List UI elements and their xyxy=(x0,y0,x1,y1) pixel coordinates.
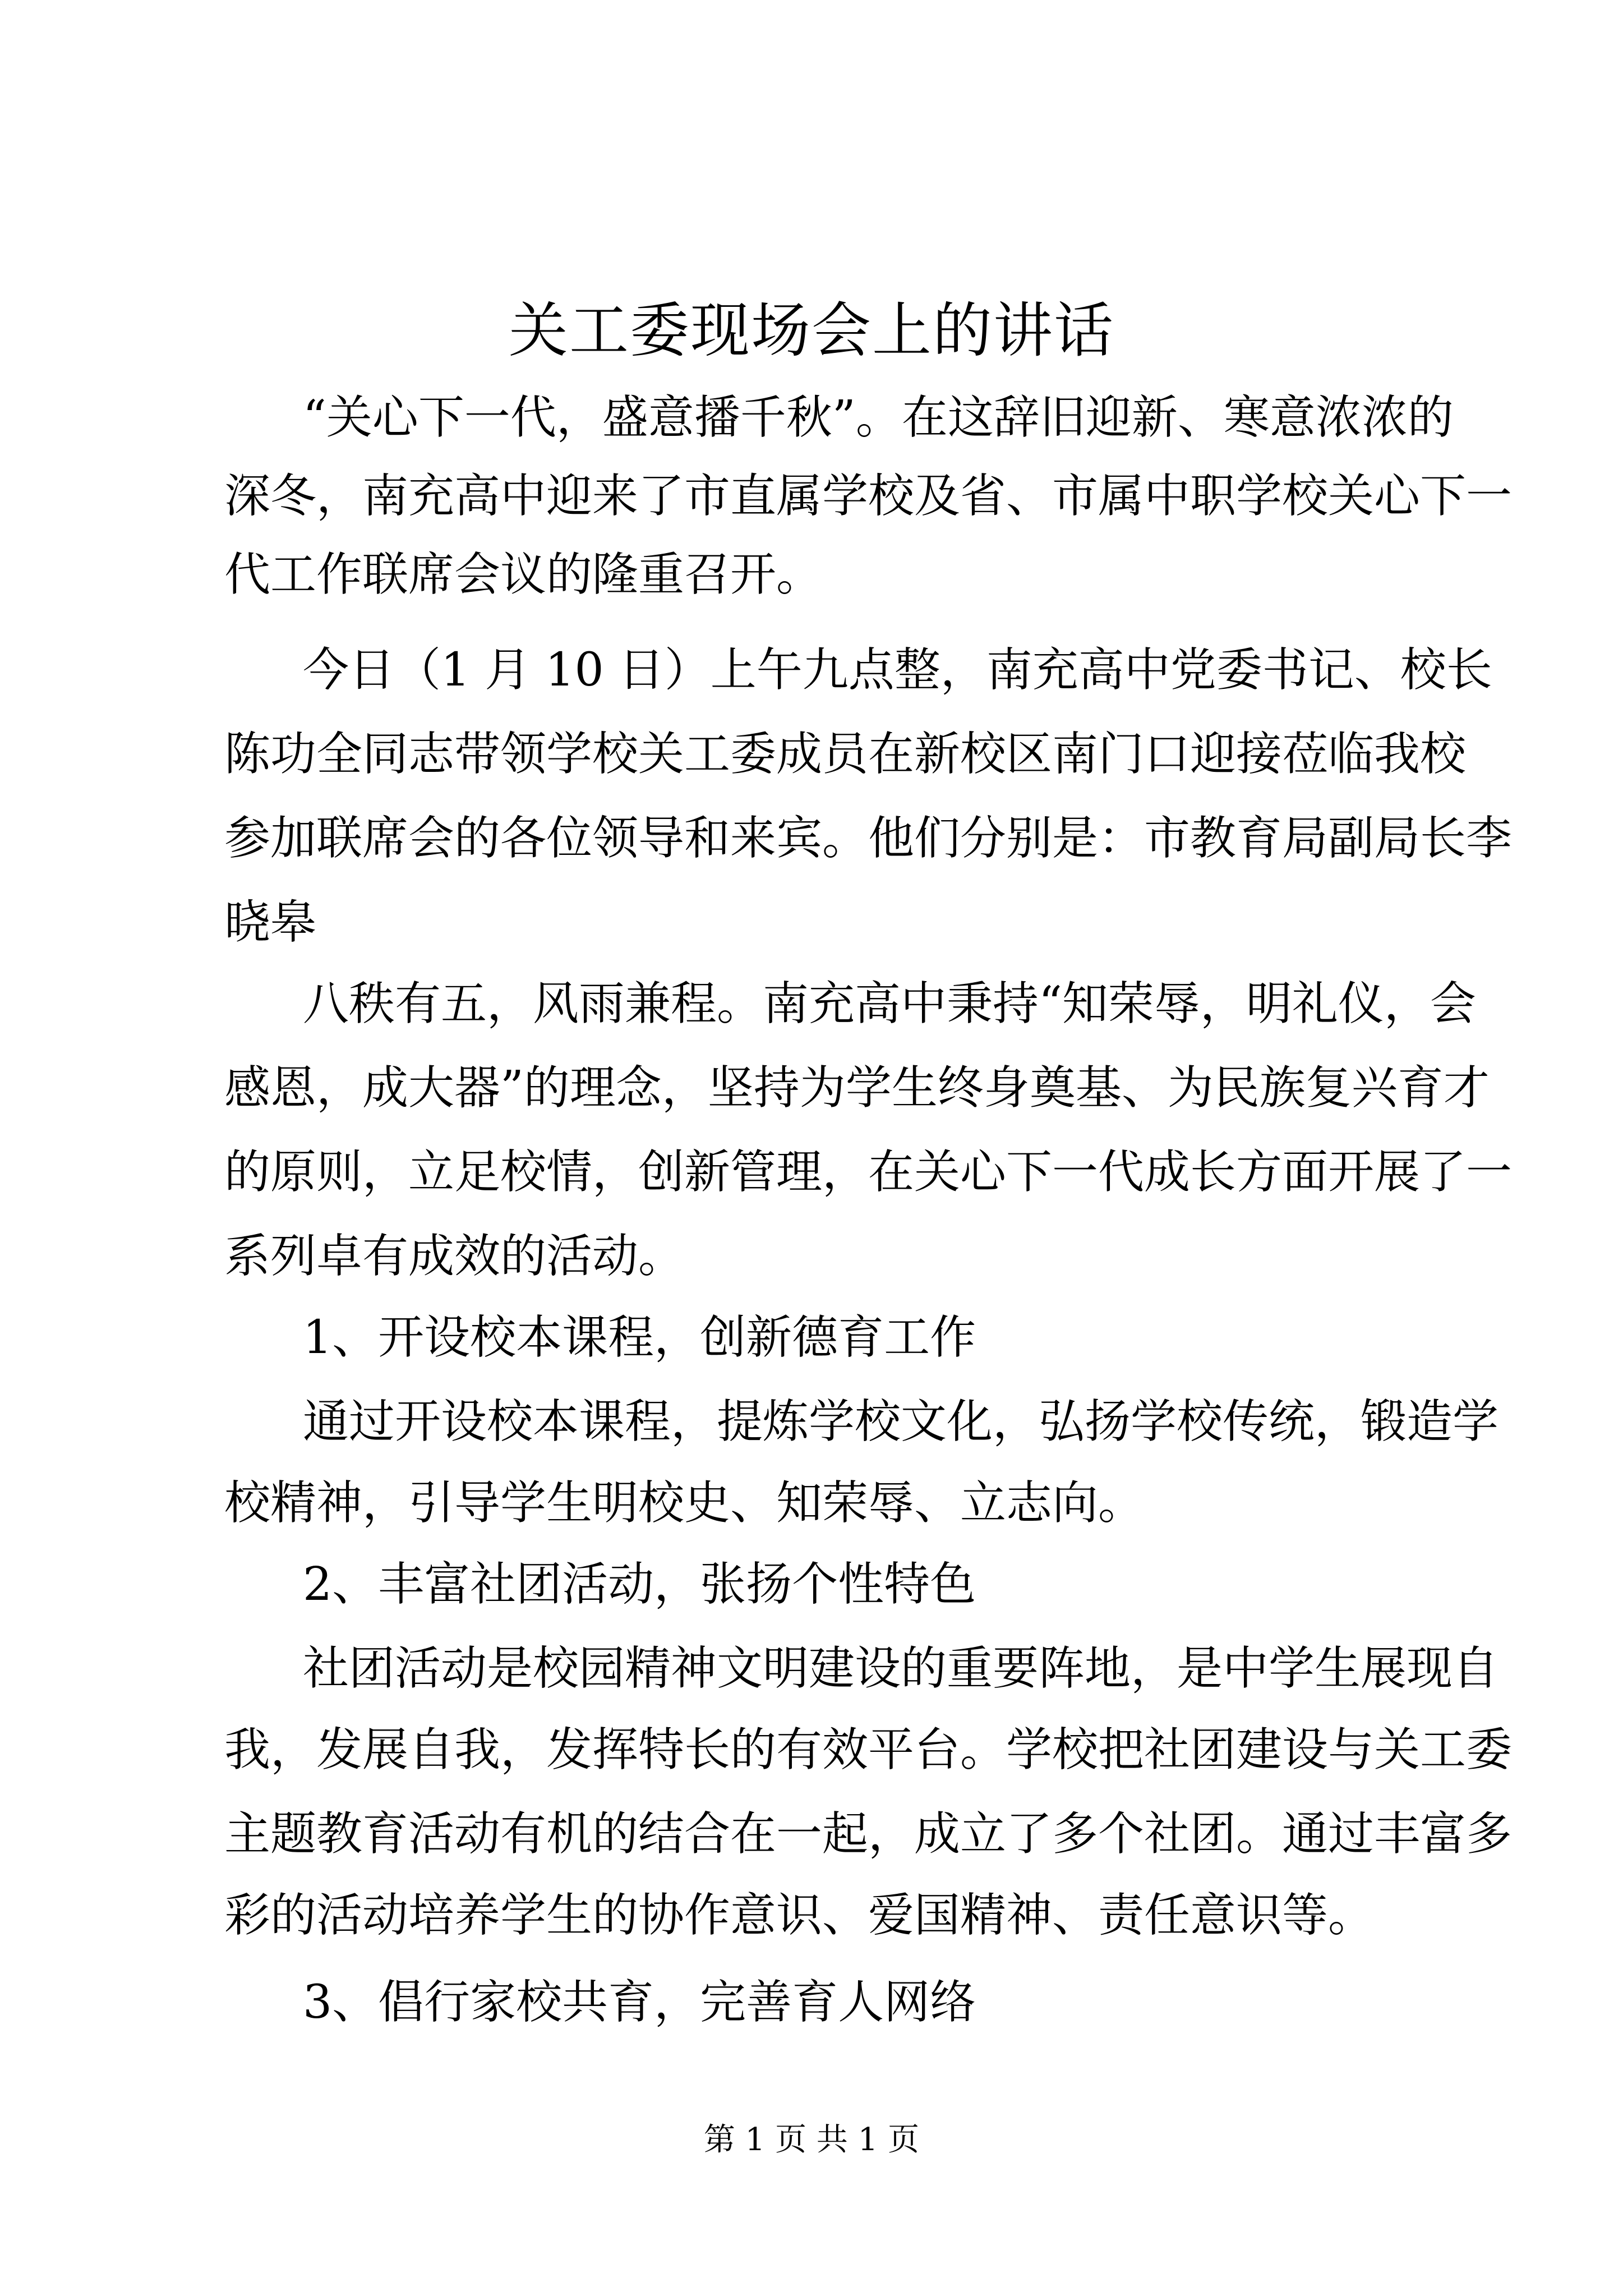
section-heading: 3、倡行家校共育，完善育人网络 xyxy=(303,1976,976,2029)
paragraph-line: 感恩，成大器”的理念，坚持为学生终身奠基、为民族复兴育才 xyxy=(224,1061,1490,1115)
paragraph-line: 八秩有五，风雨兼程。南充高中秉持“知荣辱，明礼仪，会 xyxy=(303,977,1476,1030)
paragraph-line: 晓皋 xyxy=(224,896,317,949)
paragraph-line: 主题教育活动有机的结合在一起，成立了多个社团。通过丰富多 xyxy=(224,1807,1513,1861)
paragraph-line: 我，发展自我，发挥特长的有效平台。学校把社团建设与关工委 xyxy=(224,1723,1513,1777)
section-heading: 1、开设校本课程，创新德育工作 xyxy=(303,1311,976,1364)
paragraph-line: 的原则，立足校情，创新管理，在关心下一代成长方面开展了一 xyxy=(224,1145,1513,1199)
paragraph-line: 陈功全同志带领学校关工委成员在新校区南门口迎接莅临我校 xyxy=(224,728,1467,781)
paragraph-line: 参加联席会的各位领导和来宾。他们分别是：市教育局副局长李 xyxy=(224,812,1513,865)
paragraph-line: 社团活动是校园精神文明建设的重要阵地，是中学生展现自 xyxy=(303,1642,1499,1695)
paragraph-line: 彩的活动培养学生的协作意识、爱国精神、责任意识等。 xyxy=(224,1889,1375,1942)
page-number: 第 1 页 共 1 页 xyxy=(703,2122,920,2158)
paragraph-line: 今日（1 月 10 日）上午九点整，南充高中党委书记、校长 xyxy=(303,643,1492,697)
paragraph-line: 深冬，南充高中迎来了市直属学校及省、市属中职学校关心下一 xyxy=(224,470,1513,523)
paragraph-line: 通过开设校本课程，提炼学校文化，弘扬学校传统，锻造学 xyxy=(303,1395,1499,1448)
paragraph-line: 系列卓有成效的活动。 xyxy=(224,1230,685,1283)
document-title: 关工委现场会上的讲话 xyxy=(509,296,1114,365)
paragraph-line: “关心下一代，盛意播千秋”。在这辞旧迎新、寒意浓浓的 xyxy=(303,391,1454,444)
section-heading: 2、丰富社团活动，张扬个性特色 xyxy=(303,1558,976,1611)
paragraph-line: 代工作联席会议的隆重召开。 xyxy=(224,548,823,601)
paragraph-line: 校精神，引导学生明校史、知荣辱、立志向。 xyxy=(224,1476,1145,1530)
